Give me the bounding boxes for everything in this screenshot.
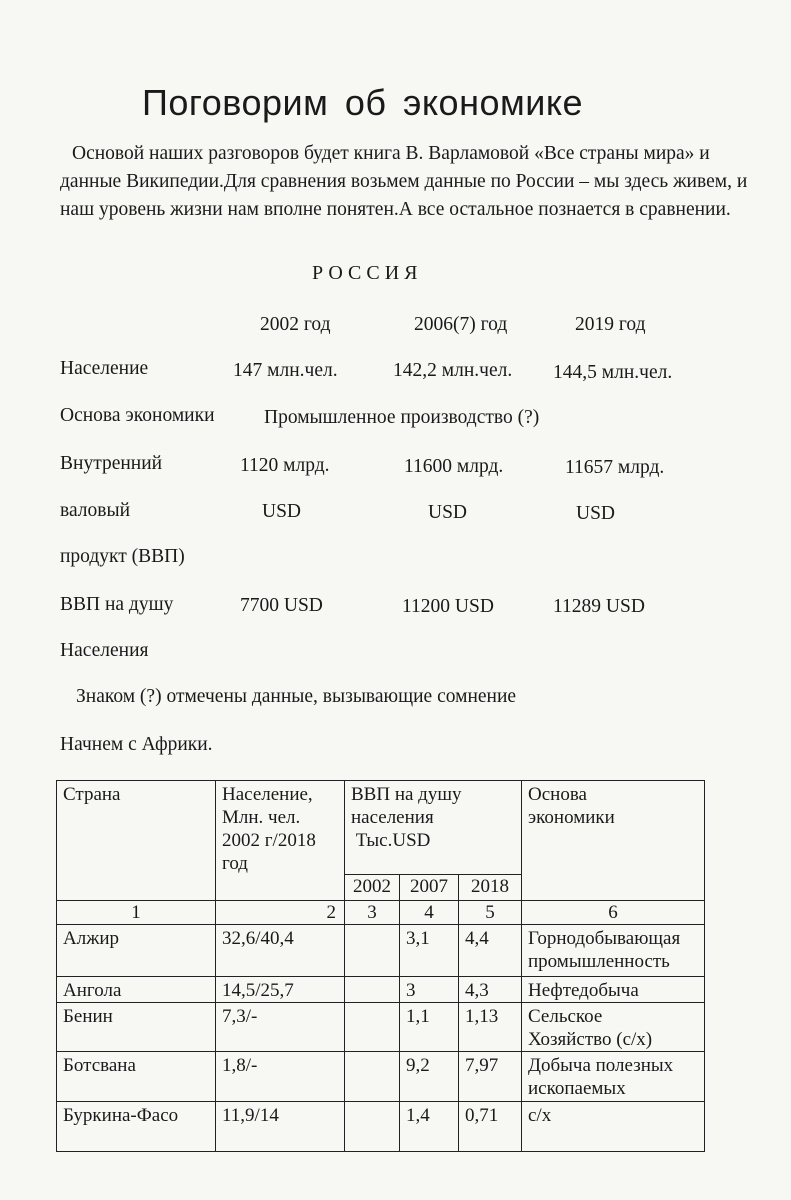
table-row — [57, 925, 705, 977]
gdp-unit-2019: USD — [576, 503, 616, 524]
header-gdp: ВВП на душу населения Тыс.USD — [345, 781, 522, 875]
column-number: 5 — [459, 901, 522, 925]
cell-gdp-2018: 0,71 — [459, 1102, 522, 1152]
cell-gdp-2007: 1,1 — [400, 1003, 459, 1052]
table-row — [57, 1102, 705, 1152]
table-row — [57, 1052, 705, 1102]
cell-gdp-2018: 1,13 — [459, 1003, 522, 1052]
column-number: 4 — [400, 901, 459, 925]
page-title: Поговорим об экономике — [142, 82, 584, 123]
cell-gdp-2018: 4,3 — [459, 977, 522, 1003]
population-2006: 142,2 млн.чел. — [393, 360, 513, 381]
cell-gdp-2002 — [345, 1003, 400, 1052]
gdp-per-capita-label-line-2: Населения — [60, 640, 149, 661]
header-year-2018: 2018 — [459, 875, 522, 901]
cell-economy: с/х — [522, 1102, 705, 1152]
column-number-row — [57, 901, 705, 925]
gdp-unit-2002: USD — [262, 501, 302, 522]
gdp-unit-2006: USD — [428, 502, 468, 523]
cell-economy: Нефтедобыча — [522, 977, 705, 1003]
column-number: 1 — [57, 901, 216, 925]
cell-gdp-2002 — [345, 1052, 400, 1102]
gdp-2002: 1120 млрд. — [240, 455, 330, 476]
table-row — [57, 1003, 705, 1052]
doubt-note: Знаком (?) отмечены данные, вызывающие сомнение — [76, 686, 517, 707]
column-number: 6 — [522, 901, 705, 925]
cell-population: 7,3/- — [216, 1003, 345, 1052]
cell-economy: Горнодобывающая промышленность — [522, 925, 705, 977]
gdp-2019: 11657 млрд. — [565, 457, 665, 478]
population-2019: 144,5 млн.чел. — [553, 362, 673, 383]
cell-population: 32,6/40,4 — [216, 925, 345, 977]
economy-label: Основа экономики — [60, 405, 215, 426]
cell-gdp-2007: 3,1 — [400, 925, 459, 977]
header-year-2007: 2007 — [400, 875, 459, 901]
gdp-per-capita-2019: 11289 USD — [553, 596, 645, 617]
header-population: Население, Млн. чел. 2002 г/2018 год — [216, 781, 345, 901]
year-2006: 2006(7) год — [414, 314, 508, 335]
header-economy: Основа экономики — [522, 781, 705, 901]
economy-value: Промышленное производство (?) — [264, 407, 540, 428]
cell-population: 1,8/- — [216, 1052, 345, 1102]
cell-economy: Сельское Хозяйство (с/х) — [522, 1003, 705, 1052]
cell-population: 11,9/14 — [216, 1102, 345, 1152]
column-number: 3 — [345, 901, 400, 925]
header-year-2002: 2002 — [345, 875, 400, 901]
gdp-per-capita-2002: 7700 USD — [240, 595, 323, 616]
cell-gdp-2002 — [345, 977, 400, 1003]
header-country: Страна — [57, 781, 216, 901]
russia-heading: РОССИЯ — [312, 262, 423, 284]
cell-population: 14,5/25,7 — [216, 977, 345, 1003]
cell-country: Бенин — [57, 1003, 216, 1052]
cell-country: Ботсвана — [57, 1052, 216, 1102]
cell-gdp-2007: 3 — [400, 977, 459, 1003]
gdp-label-line-2: валовый — [60, 500, 131, 521]
gdp-label-line-1: Внутренний — [60, 453, 163, 474]
africa-table — [56, 780, 705, 1152]
cell-gdp-2018: 7,97 — [459, 1052, 522, 1102]
year-2002: 2002 год — [260, 314, 331, 335]
cell-gdp-2002 — [345, 1102, 400, 1152]
cell-gdp-2007: 1,4 — [400, 1102, 459, 1152]
cell-country: Буркина-Фасо — [57, 1102, 216, 1152]
year-2019: 2019 год — [575, 314, 646, 335]
cell-gdp-2002 — [345, 925, 400, 977]
population-2002: 147 млн.чел. — [233, 360, 338, 381]
table-row — [57, 977, 705, 1003]
column-number: 2 — [216, 901, 345, 925]
cell-economy: Добыча полезных ископаемых — [522, 1052, 705, 1102]
gdp-label-line-3: продукт (ВВП) — [60, 546, 185, 567]
gdp-2006: 11600 млрд. — [404, 456, 504, 477]
cell-country: Ангола — [57, 977, 216, 1003]
africa-intro: Начнем с Африки. — [60, 734, 213, 755]
gdp-per-capita-label-line-1: ВВП на душу — [60, 594, 174, 615]
intro-paragraph: Основой наших разговоров будет книга В. Варламовой «Все страны мира» и данные Википедии.Для сравнения возьмем данные по России – мы здесь живем, и наш уровень жизни нам вполне понятен.А все остальное познается в сравнении. — [60, 143, 748, 220]
cell-gdp-2007: 9,2 — [400, 1052, 459, 1102]
population-label: Население — [60, 358, 149, 379]
cell-country: Алжир — [57, 925, 216, 977]
cell-gdp-2018: 4,4 — [459, 925, 522, 977]
gdp-per-capita-2006: 11200 USD — [402, 596, 494, 617]
